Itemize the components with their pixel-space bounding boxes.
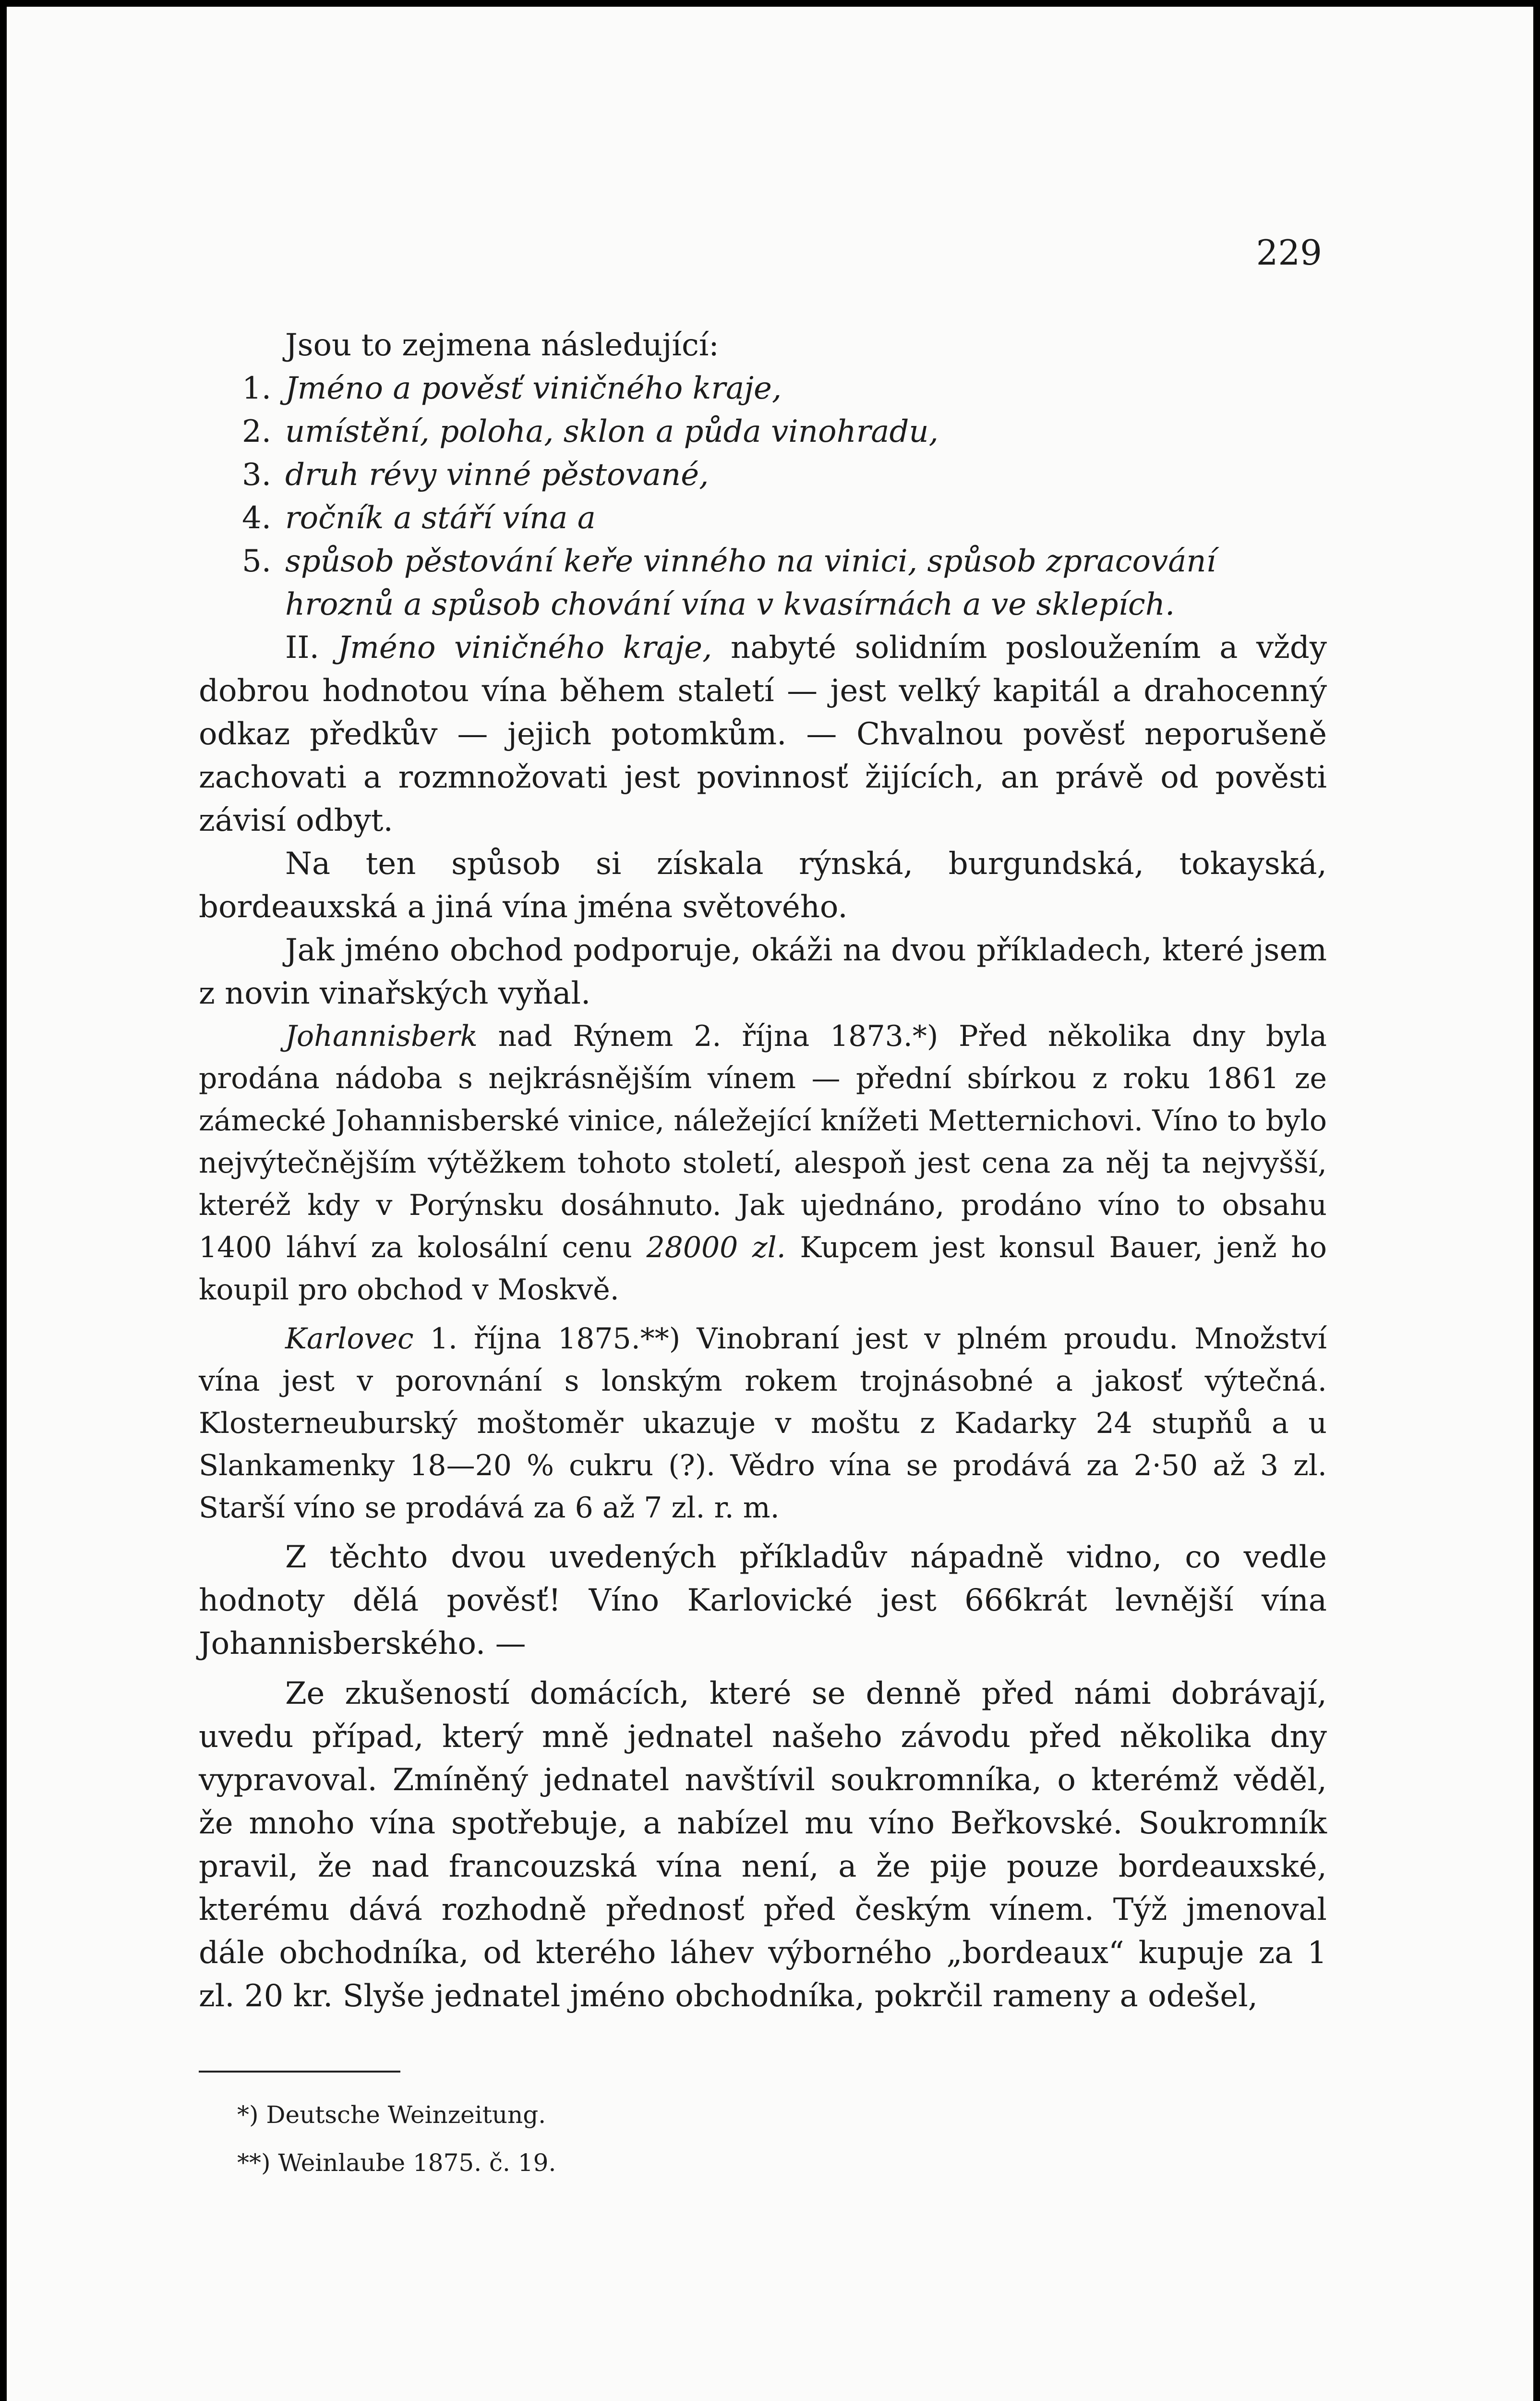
paragraph-experience: Ze zkušeností domácích, které se denně před námi dobrávají, uvedu případ, který mně jednatel našeho závodu před několika dny vypravoval. Zmíněný jednatel navštívil soukromníka, o kterémž věděl, že mnoho vína spotřebuje, a nabízel mu víno Beřkovské. Soukromník pravil, že nad francouzská vína není, a že pije pouze bordeauxské, kterému dává rozhodně přednosť před českým vínem. Týž jmenoval dále obchodníka, od kterého láhev výborného „bordeaux“ kupuje za 1 zl. 20 kr. Slyše jednatel jméno obchodníka, pokrčil rameny a odešel, (199, 1676, 1327, 2014)
list-item: 1. Jméno a pověsť viničného kraje, (242, 371, 782, 406)
paragraph-examples: Jak jméno obchod podporuje, okáži na dvou příkladech, které jsem z novin vinařských vyňal. (199, 933, 1327, 1011)
paragraph-karlovec: Karlovec 1. října 1875.**) Vinobraní jest v plném proudu. Množství vína jest v porovnání s lonským rokem trojnásobné a jakosť výtečná. Klosterneuburský moštoměr ukazuje v moštu z Kadarky 24 stupňů a u Slankamenky 18—20 % cukru (?). Vědro vína se prodává za 2·50 až 3 zl. Starší víno se prodává za 6 až 7 zl. r. m. (199, 1322, 1327, 1525)
footnote-divider (199, 2071, 400, 2073)
section-two-paragraph: II. Jméno viničného kraje, nabyté solidním posloužením a vždy dobrou hodnotou vína během staletí — jest velký kapitál a drahocenný odkaz předkův — jejich potomkům. — Chvalnou pověsť neporušeně zachovati a rozmnožovati jest povinnosť žijících, an právě od pověsti závisí odbyt. (199, 630, 1327, 838)
list-item: 5. spůsob pěstování keře vinného na vinici, spůsob zpracování hroznů a spůsob chování vína v kvasírnách a ve sklepích. (242, 544, 1216, 622)
list-item: 2. umístění, poloha, sklon a půda vinohradu, (242, 414, 938, 449)
paragraph-conclusion: Z těchto dvou uvedených příkladův nápadně vidno, co vedle hodnoty dělá pověsť! Víno Karlovické jest 666krát levnější vína Johannisberského. — (199, 1540, 1327, 1661)
book-page (7, 7, 1533, 2401)
body-text (199, 324, 1327, 2018)
list-item: 3. druh révy vinné pěstované, (242, 457, 709, 493)
footnote: **) Weinlaube 1875. č. 19. (237, 2149, 556, 2177)
intro-line: Jsou to zejmena následující: (285, 327, 719, 363)
footnotes (237, 2091, 556, 2187)
paragraph-johannisberg: Johannisberk nad Rýnem 2. října 1873.*) Před několika dny byla prodána nádoba s nejkrásnějším vínem — přední sbírkou z roku 1861 ze zámecké Johannisberské vinice, náležející knížeti Metternichovi. Víno to bylo nejvýtečnějším výtěžkem tohoto století, alespoň jest cena za něj ta nejvyšší, kteréž kdy v Porýnsku dosáhnuto. Jak ujednáno, prodáno víno to obsahu 1400 láhví za kolosální cenu 28000 zl. Kupcem jest konsul Bauer, jenž ho koupil pro obchod v Moskvě. (199, 1019, 1327, 1307)
list-item: 4. ročník a stáří vína a (242, 500, 596, 536)
page-number: 229 (1256, 232, 1322, 273)
footnote: *) Deutsche Weinzeitung. (237, 2101, 546, 2129)
criteria-list (199, 367, 1327, 626)
paragraph-world-names: Na ten spůsob si získala rýnská, burgundská, tokayská, bordeauxská a jiná vína jména světového. (199, 846, 1327, 925)
